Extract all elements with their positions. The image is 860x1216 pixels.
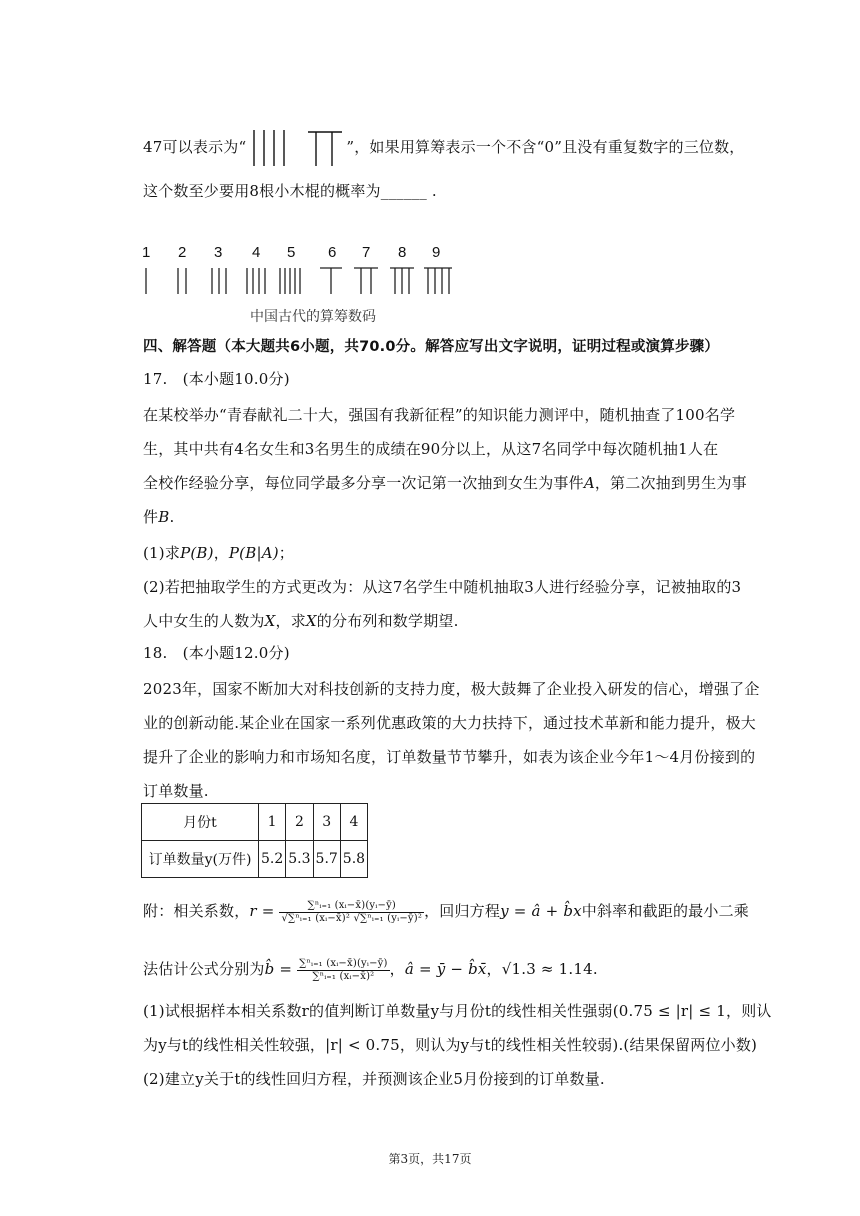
q17-paragraph-line: 生，其中共有4名女生和3名男生的成绩在90分以上，从这7名同学中每次随机抽1人在 xyxy=(143,440,719,458)
rod-figure-caption: 中国古代的算筹数码 xyxy=(250,309,376,325)
page-footer: 第3页，共17页 xyxy=(388,1152,472,1166)
q18-paragraph-line: 业的创新动能.某企业在国家一系列优惠政策的大力扶持下，通过技术革新和能力提升，极大 xyxy=(143,714,756,732)
q18-subquestion-1: (1)试根据样本相关系数r的值判断订单数量y与月份t的线性相关性强弱(0.75 ≤ |r| ≤ 1，则认 xyxy=(143,1002,772,1020)
rod-glyphs-icon xyxy=(140,264,460,298)
q17-title: 17. (本小题10.0分) xyxy=(143,370,290,388)
table-cell: 5.2 xyxy=(259,841,286,878)
table-cell: 4 xyxy=(340,804,367,841)
section-heading: 四、解答题（本大题共6小题，共70.0分。解答应写出文字说明，证明过程或演算步骤） xyxy=(143,339,720,355)
rod-number: 5 xyxy=(287,244,296,261)
q18-subquestion-1-cont: 为y与t的线性相关性较强，|r| < 0.75，则认为y与t的线性相关性较弱).(结果保留两位小数) xyxy=(143,1036,758,1054)
rod-number: 1 xyxy=(142,244,151,261)
q17-paragraph-line: 全校作经验分享，每位同学最多分享一次记第一次抽到女生为事件A，第二次抽到男生为事 xyxy=(143,474,747,492)
table-header-cell: 月份t xyxy=(142,804,259,841)
rod-number: 9 xyxy=(432,244,441,261)
q18-formula-note-1: 附：相关系数，r = $\frac{\text{∑ⁿᵢ₌₁ (xᵢ−x̄)(yᵢ−ȳ)}}{\text{√∑ⁿᵢ₌₁ (xᵢ−x̄)² √∑ⁿᵢ₌₁ (yᵢ−ȳ)²}}$ ，回归方程y = â + b̂x中斜率和截距的最小二乘 xyxy=(143,899,749,924)
table-cell: 3 xyxy=(313,804,340,841)
q18-formula-note-2: 法估计公式分别为b̂ = $\frac{\text{∑ⁿᵢ₌₁ (xᵢ−x̄)(yᵢ−ȳ)}}{\text{∑ⁿᵢ₌₁ (xᵢ−x̄)²}}$ ，â = ȳ − b̂x̄，√1.3 ≈ 1.14. xyxy=(143,957,598,982)
q17-paragraph-line: 在某校举办“青春献礼二十大，强国有我新征程”的知识能力测评中，随机抽查了100名学 xyxy=(143,406,736,424)
q18-subquestion-2: (2)建立y关于t的线性回归方程，并预测该企业5月份接到的订单数量. xyxy=(143,1070,605,1088)
counting-rods-47-icon xyxy=(246,128,346,168)
rod-number: 3 xyxy=(214,244,223,261)
q17-subquestion-1: (1)求P(B)，P(B|A)； xyxy=(143,544,294,562)
intro-line-2: 这个数至少要用8根小木棍的概率为______ . xyxy=(143,182,437,200)
slope-formula: $\frac{\text{∑ⁿᵢ₌₁ (xᵢ−x̄)(yᵢ−ȳ)}}{\text{∑ⁿᵢ₌₁ (xᵢ−x̄)²}}$ xyxy=(299,957,388,982)
table-row xyxy=(142,804,368,841)
rod-number: 8 xyxy=(398,244,407,261)
table-header-cell: 订单数量y(万件) xyxy=(142,841,259,878)
rod-number: 4 xyxy=(252,244,261,261)
q18-title: 18. (本小题12.0分) xyxy=(143,644,290,662)
rod-numerals-figure xyxy=(140,240,460,330)
table-cell: 5.7 xyxy=(313,841,340,878)
q17-subquestion-2: (2)若把抽取学生的方式更改为：从这7名学生中随机抽取3人进行经验分享，记被抽取的3 xyxy=(143,578,742,596)
rod-number: 2 xyxy=(178,244,187,261)
rod-number: 6 xyxy=(328,244,337,261)
rod-number: 7 xyxy=(362,244,371,261)
table-cell: 5.3 xyxy=(286,841,313,878)
q18-paragraph-line: 订单数量. xyxy=(143,782,209,800)
q18-paragraph-line: 提升了企业的影响力和市场知名度，订单数量节节攀升，如表为该企业今年1～4月份接到的 xyxy=(143,748,756,766)
table-row xyxy=(142,841,368,878)
correlation-formula: $\frac{\text{∑ⁿᵢ₌₁ (xᵢ−x̄)(yᵢ−ȳ)}}{\text{√∑ⁿᵢ₌₁ (xᵢ−x̄)² √∑ⁿᵢ₌₁ (yᵢ−ȳ)²}}$ xyxy=(281,899,423,924)
q17-subquestion-2-cont: 人中女生的人数为X，求X的分布列和数学期望. xyxy=(143,612,459,630)
orders-table xyxy=(141,803,368,878)
q17-paragraph-line: 件B. xyxy=(143,508,175,526)
table-cell: 1 xyxy=(259,804,286,841)
intro-line-1: 47可以表示为“ ”，如果用算筹表示一个不含“0”且没有重复数字的三位数， xyxy=(143,128,745,168)
table-cell: 2 xyxy=(286,804,313,841)
q18-paragraph-line: 2023年，国家不断加大对科技创新的支持力度，极大鼓舞了企业投入研发的信心，增强了企 xyxy=(143,680,760,698)
table-cell: 5.8 xyxy=(340,841,367,878)
